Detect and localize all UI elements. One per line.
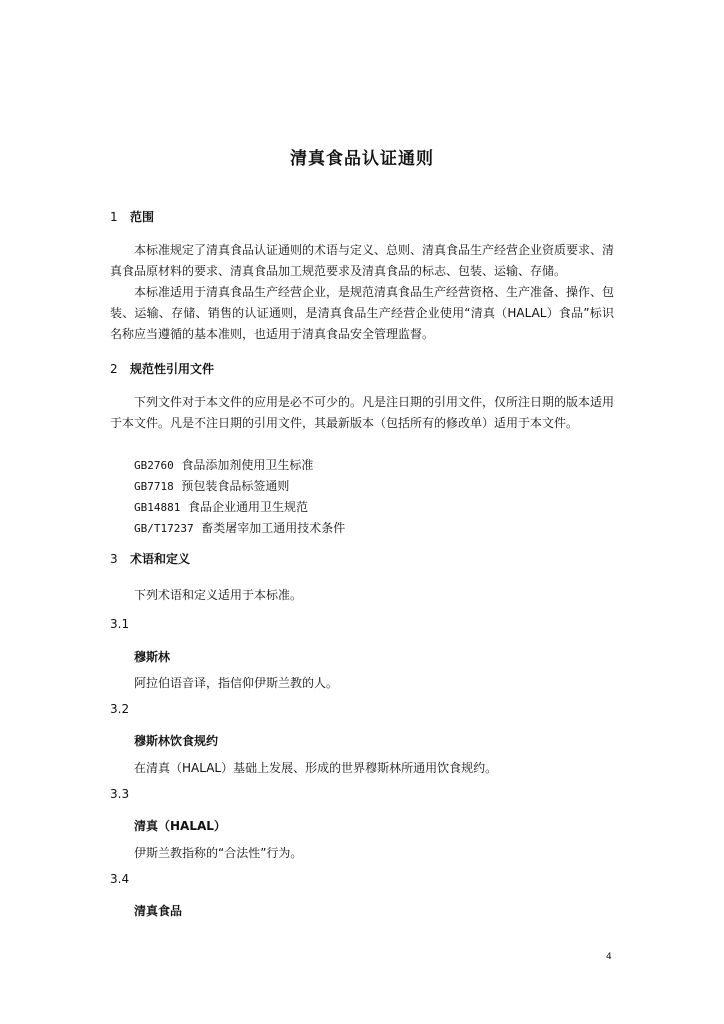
normative-refs-intro: 下列文件对于本文件的应用是必不可少的。凡是注日期的引用文件，仅所注日期的版本适用于本文件。凡是不注日期的引用文件，其最新版本（包括所有的修改单）适用于本文件。	[110, 395, 615, 430]
section-title: 术语和定义	[130, 552, 191, 566]
reference-name: 食品企业通用卫生规范	[188, 500, 309, 514]
reference-name: 预包装食品标签通则	[181, 479, 290, 493]
page-number: 4	[606, 952, 612, 962]
reference-name: 畜类屠宰加工通用技术条件	[201, 521, 346, 535]
reference-item	[134, 476, 289, 497]
term-name: 穆斯林饮食规约	[134, 734, 219, 748]
section-title: 范围	[130, 210, 155, 224]
reference-code: GB14881	[134, 501, 181, 514]
reference-code: GB7718	[134, 480, 174, 493]
term-definition: 阿拉伯语音译，指信仰伊斯兰教的人。	[134, 676, 339, 690]
document-title: 清真食品认证通则	[290, 149, 434, 169]
term-name: 清真食品	[134, 904, 183, 918]
term-name: 穆斯林	[134, 650, 171, 664]
reference-name: 食品添加剂使用卫生标准	[181, 458, 314, 472]
term-name: 清真（HALAL）	[134, 819, 226, 833]
term-definition: 伊斯兰教指称的“合法性”行为。	[134, 846, 303, 860]
section-heading-scope	[110, 208, 154, 225]
reference-code: GB/T17237	[134, 522, 194, 535]
section-heading-terms	[110, 550, 190, 567]
reference-item	[134, 518, 345, 539]
clause-number: 3.3	[110, 787, 130, 801]
terms-intro: 下列术语和定义适用于本标准。	[134, 588, 303, 602]
reference-code: GB2760	[134, 459, 174, 472]
reference-item	[134, 455, 313, 476]
clause-number: 3.4	[110, 872, 130, 886]
section-heading-normative-refs	[110, 360, 214, 377]
section-title: 规范性引用文件	[130, 362, 215, 376]
scope-paragraph-2: 本标准适用于清真食品生产经营企业，是规范清真食品生产经营资格、生产准备、操作、包装、运输、存储、销售的认证通则，是清真食品生产经营企业使用“清真（HALAL）食品”标识名称应当遵循的基本准则，也适用于清真食品安全管理监督。	[110, 285, 615, 341]
scope-paragraph-1: 本标准规定了清真食品认证通则的术语与定义、总则、清真食品生产经营企业资质要求、清真食品原材料的要求、清真食品加工规范要求及清真食品的标志、包装、运输、存储。	[110, 243, 615, 278]
section-number: 1	[110, 210, 118, 224]
clause-number: 3.1	[110, 617, 130, 631]
clause-number: 3.2	[110, 702, 130, 716]
term-definition: 在清真（HALAL）基础上发展、形成的世界穆斯林所通用饮食规约。	[134, 761, 498, 775]
reference-item	[134, 497, 308, 518]
section-number: 2	[110, 362, 118, 376]
section-number: 3	[110, 552, 118, 566]
